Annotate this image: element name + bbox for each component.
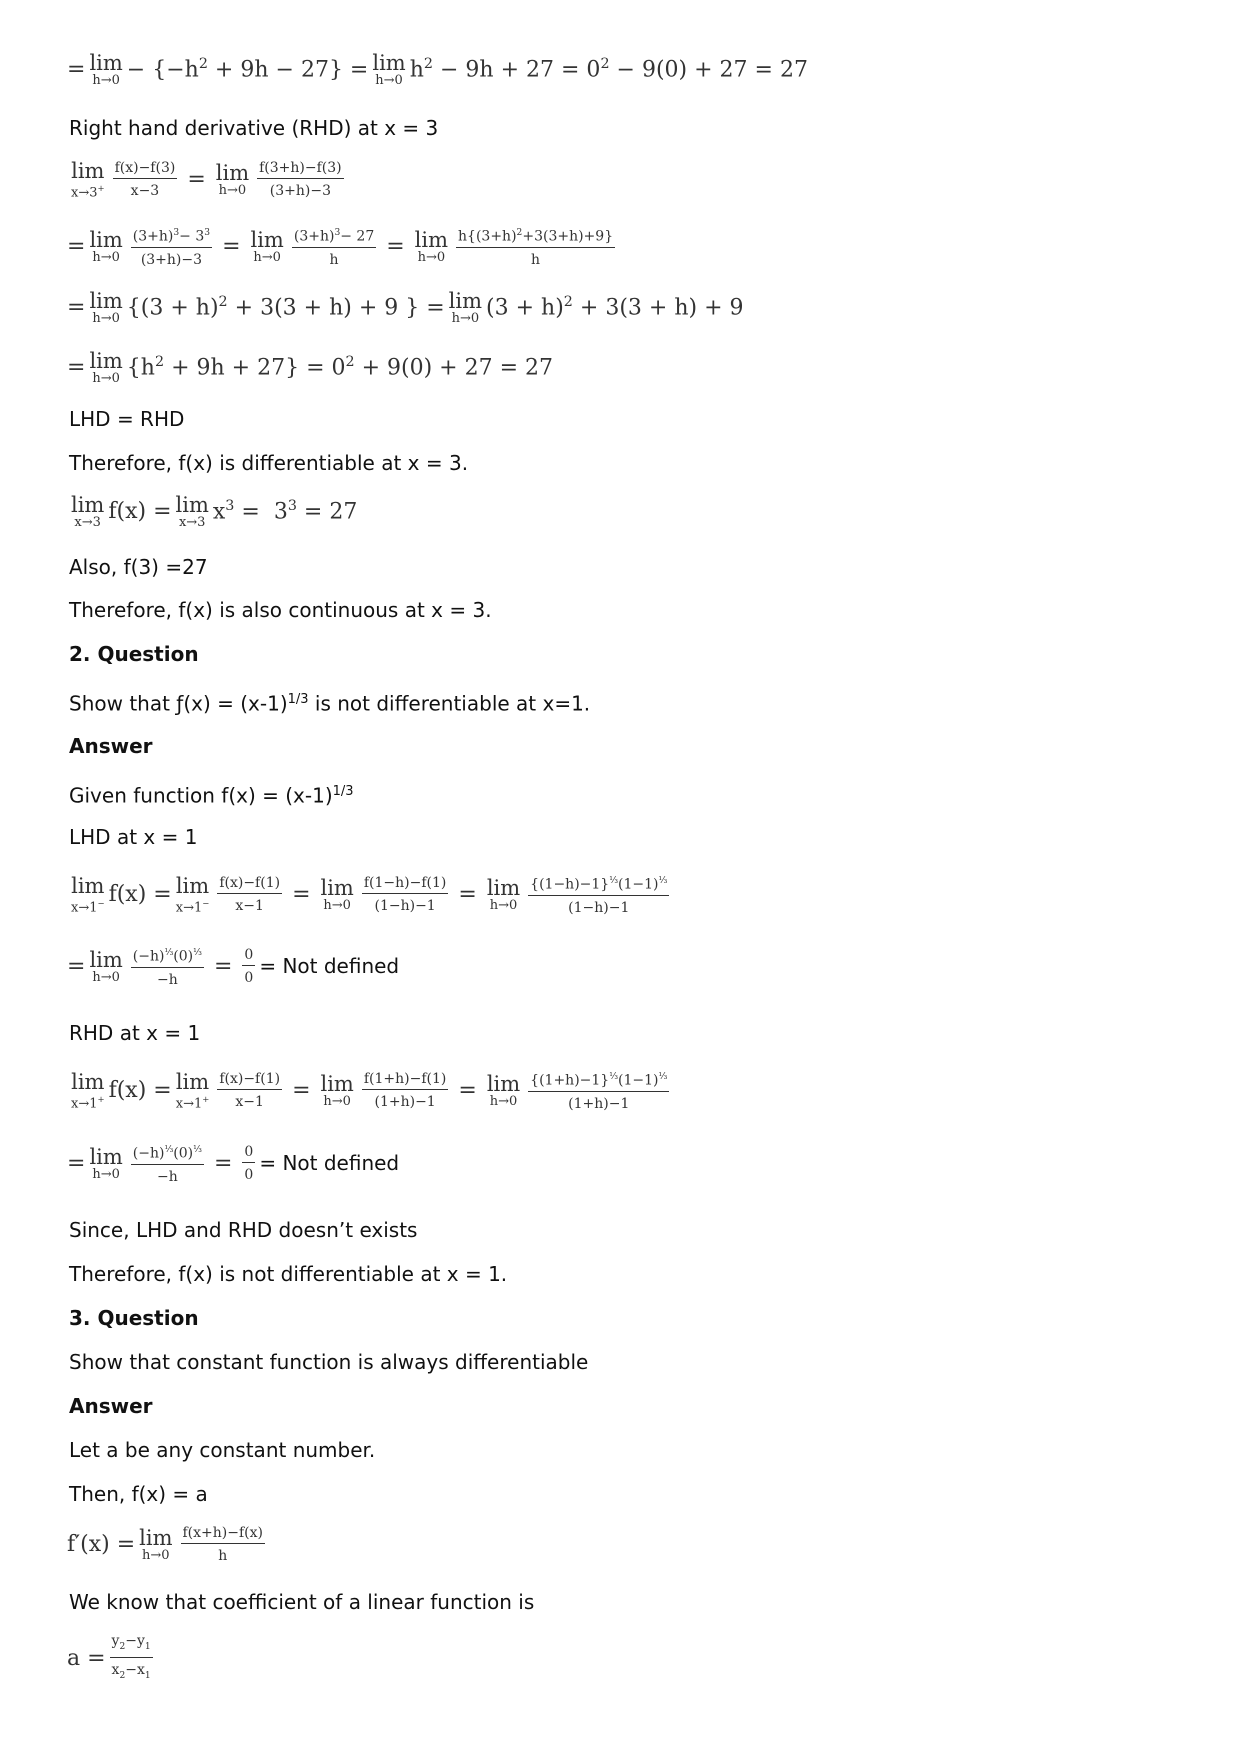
answer-label-q2: Answer: [69, 734, 153, 758]
rhd-title: Right hand derivative (RHD) at x = 3: [69, 116, 439, 140]
answer-label-q3: Answer: [69, 1394, 153, 1418]
equation-rhd-step-1: = lim h→0 $\frac{(3+h)^3- 3^3}{(3+h)-3}$ = lim h→0 $\frac{(3+h)^3- 27}{h}$ = lim h→0 $\frac{h\{(3+h)^2+3(3+h)+9\}}{h}$: [67, 225, 619, 268]
equation-lhd-definition: lim x→1− f(x) = lim x→1− $\frac{f(x)-f(1)}{x-1}$ = lim h→0 $\frac{f(1-h)-f(1)}{(1-h)-1}$ = lim h→0 $\frac{\{(1-h)-1\}^{\frac{1}{3}}(1-1)^{\frac{1}{3}}}{(1-h)-1}$: [71, 873, 668, 916]
lhd-equals-rhd: LHD = RHD: [69, 407, 185, 431]
then-fx-equals-a: Then, f(x) = a: [69, 1482, 208, 1506]
differentiable-at-3: Therefore, f(x) is differentiable at x = 3.: [69, 451, 469, 475]
lhd-at-1-title: LHD at x = 1: [69, 825, 198, 849]
equation-rhd-step-3: = lim h→0 $\{h^2 + 9h + 27\} = 0^2 + 9(0) + 27 = 27$: [67, 349, 554, 386]
equation-rhd-step-2: = lim h→0 {$(3 + h)^2 + 3(3 + h) + 9$ } = lim h→0 $(3 + h)^2 + 3(3 + h) + 9$: [67, 289, 744, 326]
equation-rhd-definition: lim x→3+ $\frac{f(x)-f(3)}{x-3}$ = lim h→0 $\frac{f(3+h)-f(3)}{(3+h)-3}$: [71, 159, 342, 201]
let-a-constant: Let a be any constant number.: [69, 1438, 376, 1462]
question-2-heading: 2. Question: [69, 642, 199, 666]
equation-limit-at-3: lim x→3 f(x) = lim x→3 $x^3 = 3^3 = 27$: [71, 493, 358, 530]
question-2-statement: Show that ƒ(x) = $(x-1)^{1/3}$ is not differentiable at x=1.: [69, 691, 591, 716]
not-differentiable-at-1: Therefore, f(x) is not differentiable at x = 1.: [69, 1262, 508, 1286]
since-lhd-rhd: Since, LHD and RHD doesn’t exists: [69, 1218, 418, 1242]
continuous-at-3: Therefore, f(x) is also continuous at x = 3.: [69, 598, 492, 622]
rhd-at-1-title: RHD at x = 1: [69, 1021, 201, 1045]
coefficient-statement: We know that coefficient of a linear function is: [69, 1590, 535, 1614]
given-function: Given function $f(x) = (x-1)^{1/3}$: [69, 783, 354, 808]
also-f3: Also, f(3) =27: [69, 555, 208, 579]
equation-line-1: = lim h→0 − $\{-h^2 + 9h - 27\}$ = lim h→0 $h^2 - 9h + 27 = 0^2 - 9(0) + 27 = 27$: [67, 51, 808, 88]
not-defined-lhd: = Not defined: [259, 954, 400, 979]
equation-rhd-1-definition: lim x→1+ f(x) = lim x→1+ $\frac{f(x)-f(1)}{x-1}$ = lim h→0 $\frac{f(1+h)-f(1)}{(1+h)-1}$ = lim h→0 $\frac{\{(1+h)-1\}^{\frac{1}{3}}(1-1)^{\frac{1}{3}}}{(1+h)-1}$: [71, 1069, 668, 1112]
equation-derivative-definition: f′(x) = lim h→0 $\frac{f(x+h)-f(x)}{h}$: [67, 1525, 263, 1564]
equation-rhd-1-result: = lim h→0 $\frac{(-h)^{\frac{1}{3}}(0)^{\frac{1}{3}}}{-h}$ = $\frac{0}{0}$ = Not defined: [67, 1143, 400, 1185]
not-defined-rhd: = Not defined: [259, 1151, 400, 1176]
question-3-statement: Show that constant function is always differentiable: [69, 1350, 589, 1374]
equation-lhd-result: = lim h→0 $\frac{(-h)^{\frac{1}{3}}(0)^{\frac{1}{3}}}{-h}$ = $\frac{0}{0}$ = Not defined: [67, 946, 400, 988]
equation-slope: a = $\frac{y_2-y_1}{x_2-x_1}$: [67, 1633, 151, 1681]
question-3-heading: 3. Question: [69, 1306, 199, 1330]
